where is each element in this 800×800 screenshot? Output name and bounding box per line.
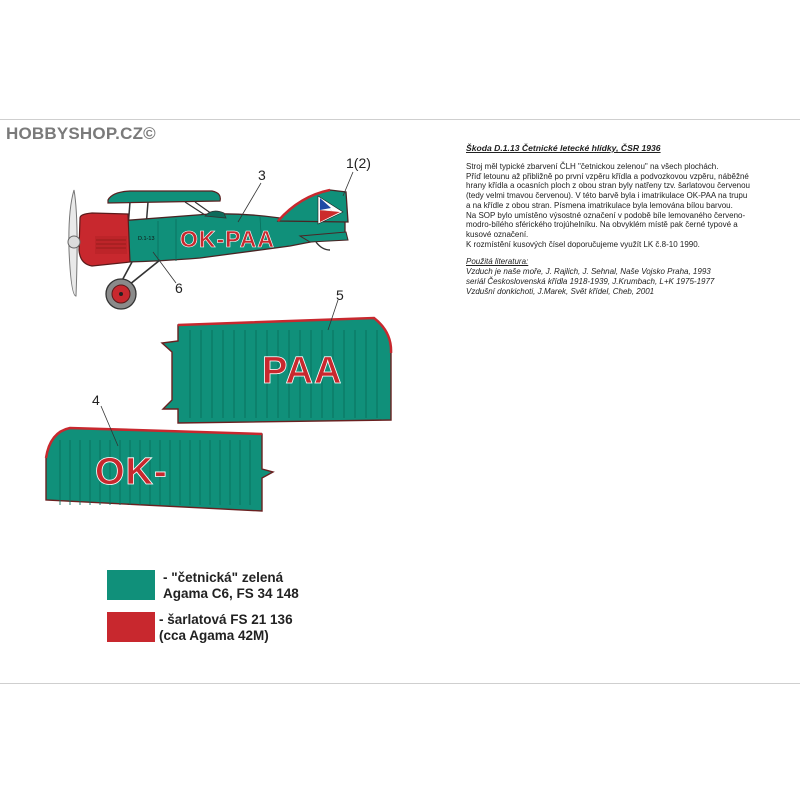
literature-item: seriál Československá křídla 1918-1939, J.Krumbach, L+K 1975-1977	[466, 277, 715, 287]
description-line: a na křídle z obou stran. Písmena imatrikulace byla lemována bílou barvou.	[466, 200, 733, 210]
description-line: Stroj měl typické zbarvení ČLH "četnickou zelenou" na všech plochách.	[466, 162, 719, 171]
description-block	[466, 143, 756, 296]
callout-1-2: 1(2)	[346, 155, 371, 171]
literature-list	[466, 267, 756, 296]
description-line: Na SOP bylo umístěno výsostné označení v podobě bíle lemovaného červeno-	[466, 210, 746, 220]
description-line: Příď letounu až přibližně po první vzpěru křídla a podvozkovou vzpěru, náběžné	[466, 171, 749, 181]
legend-red-line2: (cca Agama 42M)	[159, 628, 269, 643]
wing-upper-surface	[162, 318, 391, 423]
legend-green-line1: - "četnická" zelená	[163, 570, 284, 585]
description-body	[466, 162, 756, 249]
wing-upper-letters: PAA	[262, 350, 343, 392]
literature-item: Vzduch je naše moře, J. Rajlich, J. Sehnal, Naše Vojsko Praha, 1993	[466, 267, 711, 277]
legend-item-red	[159, 612, 293, 644]
description-line: kusové označení.	[466, 229, 529, 239]
aircraft-registration: OK-PAA	[180, 226, 276, 252]
callout-3: 3	[258, 167, 266, 183]
wing-lower-letters: OK-	[95, 451, 168, 493]
description-title: Škoda D.1.13 Četnické letecké hlídky, ČSR 1936	[466, 143, 661, 153]
description-line: hrany křídla a ocasních ploch z obou stran byly natřeny tzv. šarlatovou červenou	[466, 181, 751, 191]
wing-lower-surface	[46, 428, 273, 511]
callout-5: 5	[336, 287, 344, 303]
literature-heading: Použitá literatura:	[466, 257, 529, 267]
literature-item: Vzdušní donkichoti, J.Marek, Svět křídel, Cheb, 2001	[466, 286, 655, 296]
aircraft-small-code: D.1-13	[138, 236, 155, 242]
legend-green-line2: Agama C6, FS 34 148	[163, 586, 299, 601]
aircraft-side-view	[68, 190, 348, 309]
legend-red-line1: - šarlatová FS 21 136	[159, 612, 293, 627]
description-line: K rozmístění kusových čísel doporučujeme využít LK č.8-10 1990.	[466, 239, 700, 249]
description-line: (tedy velmi tmavou červenou). V této barvě byla i imatrikulace OK-PAA na trupu	[466, 191, 748, 201]
legend-swatch-green	[107, 570, 155, 600]
callout-4: 4	[92, 392, 100, 408]
legend-item-green	[163, 570, 299, 602]
watermark: HOBBYSHOP.CZ©	[6, 124, 156, 143]
callout-6: 6	[175, 280, 183, 296]
description-line: modro-bílého sférického trojúhelníku. Na obvyklém místě pak černé typové a	[466, 220, 738, 230]
legend-swatch-red	[107, 612, 155, 642]
